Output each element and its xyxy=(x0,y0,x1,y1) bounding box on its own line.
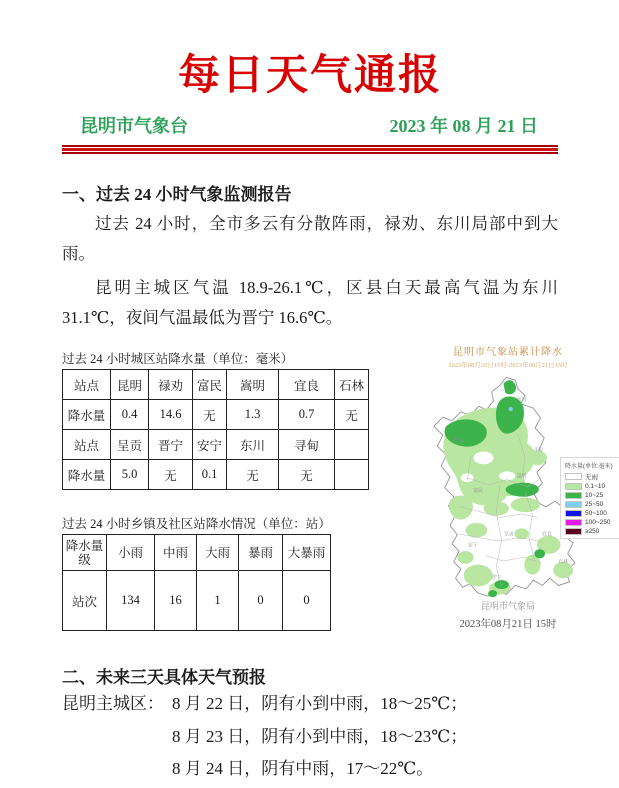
township-precip-table xyxy=(62,534,331,631)
district-label: 晋宁 xyxy=(491,576,502,582)
table-row xyxy=(63,400,369,430)
map-timestamp: 2023年08月21日 15时 xyxy=(459,619,557,630)
header-meta-row xyxy=(62,112,558,138)
table-cell: 无 xyxy=(279,460,335,490)
tables-column xyxy=(62,349,392,635)
table-cell: 无 xyxy=(193,400,227,430)
table-cell: 5.0 xyxy=(111,460,149,490)
legend-item xyxy=(565,501,617,508)
divider-line-top xyxy=(62,145,558,147)
table-cell: 呈贡 xyxy=(111,430,149,460)
map-title: 昆明市气象站累计降水 xyxy=(453,347,563,358)
district-label: 禄劝 xyxy=(453,438,464,444)
table-cell: 14.6 xyxy=(149,400,193,430)
table-cell: 嵩明 xyxy=(227,370,279,400)
table-cell: 宜良 xyxy=(279,370,335,400)
table-cell: 大雨 xyxy=(197,535,239,571)
forecast-text: 8 月 22 日，阴有小到中雨，18～25℃； xyxy=(172,694,468,713)
district-label: 寻甸 xyxy=(532,448,543,454)
legend-label: 10~25 xyxy=(585,492,604,499)
table-cell xyxy=(335,460,369,490)
divider-line-bottom xyxy=(62,152,558,154)
city-precip-table xyxy=(62,369,369,490)
table-row xyxy=(63,370,369,400)
table-cell: 降水量 xyxy=(63,460,111,490)
table-cell: 大暴雨 xyxy=(283,535,331,571)
forecast-region: 昆明主城区： xyxy=(62,694,164,713)
legend-swatch xyxy=(565,473,582,480)
section1-paragraph-1: 过去 24 小时，全市多云有分散阵雨，禄劝、东川局部中到大雨。 xyxy=(62,214,558,263)
table-cell: 寻甸 xyxy=(279,430,335,460)
table-cell: 石林 xyxy=(335,370,369,400)
precip-map xyxy=(394,371,619,599)
forecast-text: 8 月 23 日，阴有小到中雨，18～23℃； xyxy=(172,726,468,746)
table-cell: 站点 xyxy=(63,370,111,400)
divider-line-mid xyxy=(62,148,558,151)
district-label: 富民 xyxy=(473,489,484,495)
table-cell: 0.4 xyxy=(111,400,149,430)
table-cell: 安宁 xyxy=(193,430,227,460)
table-cell: 晋宁 xyxy=(149,430,193,460)
table-cell: 中雨 xyxy=(155,535,197,571)
legend-swatch xyxy=(565,492,582,499)
district-label: 安宁 xyxy=(467,543,478,549)
forecast-line xyxy=(62,753,558,786)
table-cell: 134 xyxy=(107,571,155,631)
table-cell: 无 xyxy=(149,460,193,490)
table-row xyxy=(63,460,369,490)
district-label: 呈贡 xyxy=(503,532,514,538)
table-cell: 昆明 xyxy=(111,370,149,400)
map-column xyxy=(392,347,613,635)
legend-swatch xyxy=(565,519,582,526)
table-cell: 1.3 xyxy=(227,400,279,430)
table-cell: 0 xyxy=(283,571,331,631)
legend-label: ≥250 xyxy=(585,528,600,535)
table-cell: 站点 xyxy=(63,430,111,460)
table-cell: 东川 xyxy=(227,430,279,460)
monitoring-content-row xyxy=(62,347,613,635)
table-cell: 16 xyxy=(155,571,197,631)
legend-swatch xyxy=(565,483,582,490)
district-label: 东川 xyxy=(516,398,527,404)
legend-label: 无雨 xyxy=(585,474,598,481)
legend-label: 100~250 xyxy=(585,519,611,526)
map-source: 昆明市气象局 xyxy=(480,601,535,611)
table-cell: 禄劝 xyxy=(149,370,193,400)
forecast-section xyxy=(62,663,558,786)
header-divider xyxy=(62,145,558,154)
table-cell: 降水量级 xyxy=(63,535,107,571)
forecast-line xyxy=(62,721,558,754)
page-title: 每日天气通报 xyxy=(177,53,442,99)
map-legend xyxy=(560,457,619,539)
precip-map-panel xyxy=(394,343,619,631)
map-subtitle: 2023年08月20日15时-2023年08月21日15时 xyxy=(448,362,568,369)
township-precip-table-caption: 过去 24 小时乡镇及社区站降水情况（单位：站） xyxy=(62,517,331,531)
legend-item xyxy=(565,519,617,526)
table-cell: 无 xyxy=(335,400,369,430)
city-precip-table-caption: 过去 24 小时城区站降水量（单位：毫米） xyxy=(62,352,294,366)
district-label: 宜良 xyxy=(541,532,552,538)
table-cell: 0 xyxy=(239,571,283,631)
district-label: 嵩明 xyxy=(516,474,527,480)
legend-item xyxy=(565,510,617,517)
district-label: 石林 xyxy=(558,559,569,565)
legend-item xyxy=(565,483,617,490)
table-cell: 0.1 xyxy=(193,460,227,490)
org-name: 昆明市气象台 xyxy=(80,116,188,136)
section2-heading: 二、未来三天具体天气预报 xyxy=(62,668,266,687)
table-row xyxy=(63,571,331,631)
table-cell: 站次 xyxy=(63,571,107,631)
legend-item xyxy=(565,472,617,481)
table-cell: 无 xyxy=(227,460,279,490)
heavy-rain-spot xyxy=(509,407,513,411)
table-cell: 1 xyxy=(197,571,239,631)
table-cell: 小雨 xyxy=(107,535,155,571)
legend-swatch xyxy=(565,501,582,508)
legend-title: 降水量(单位:毫米) xyxy=(565,464,613,470)
legend-label: 25~50 xyxy=(585,501,604,508)
legend-label: 0.1~10 xyxy=(585,483,606,490)
table-row xyxy=(63,535,331,571)
forecast-line xyxy=(62,688,558,721)
report-date: 2023 年 08 月 21 日 xyxy=(389,116,538,136)
table-cell: 暴雨 xyxy=(239,535,283,571)
legend-item xyxy=(565,528,617,535)
legend-swatch xyxy=(565,510,582,517)
section1-paragraph-2: 昆明主城区气温 18.9-26.1℃，区县白天最高气温为东川 31.1℃，夜间气温最低为晋宁 16.6℃。 xyxy=(62,278,558,327)
legend-swatch xyxy=(565,528,582,535)
table-row xyxy=(63,430,369,460)
forecast-text: 8 月 24 日，阴有中雨，17～22℃。 xyxy=(172,759,434,778)
table-cell: 0.7 xyxy=(279,400,335,430)
table-cell: 富民 xyxy=(193,370,227,400)
legend-label: 50~100 xyxy=(585,510,607,517)
legend-item xyxy=(565,492,617,499)
table-cell: 降水量 xyxy=(63,400,111,430)
section1-heading: 一、过去 24 小时气象监测报告 xyxy=(62,185,292,204)
table-cell xyxy=(335,430,369,460)
